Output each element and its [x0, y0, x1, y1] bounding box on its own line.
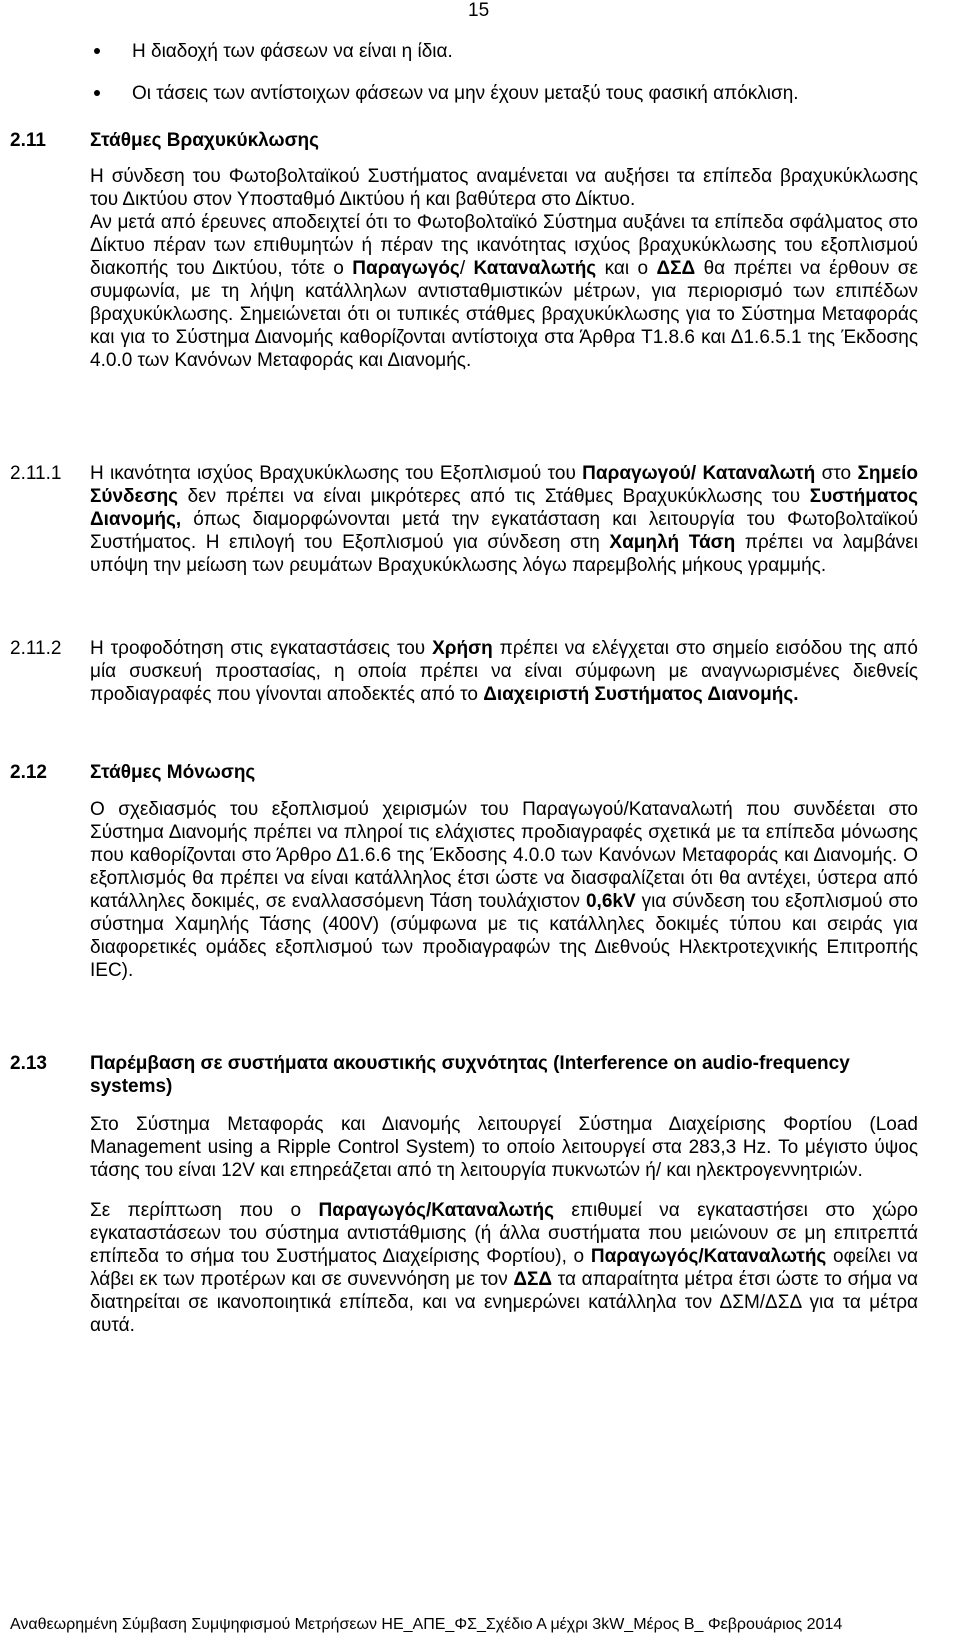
bullet-list: [90, 40, 920, 124]
list-item: [90, 82, 920, 105]
section-2-13: [10, 1052, 918, 1354]
page-footer: Αναθεωρημένη Σύμβαση Συμψηφισμού Μετρήσεων ΗΕ_ΑΠΕ_ΦΣ_Σχέδιο Α μέχρι 3kW_Μέρος Β_ Φεβρουάριος 2014: [10, 1616, 843, 1633]
paragraph: Η σύνδεση του Φωτοβολταϊκού Συστήματος αναμένεται να αυξήσει τα επίπεδα βραχυκύκλωσης του Δικτύου στον Υποσταθμό Δικτύου ή και βαθύτερα στο Δίκτυο.: [90, 166, 918, 210]
section-body: [90, 1113, 918, 1337]
bullet-icon: [94, 90, 100, 96]
section-2-12: [10, 761, 918, 999]
bullet-icon: [94, 48, 100, 54]
paragraph: Σε περίπτωση που ο Παραγωγός/Καταναλωτής επιθυμεί να εγκαταστήσει στο χώρο εγκαταστάσεων του σύστημα αντιστάθμισης (ή άλλα συστήματα που μειώνουν σε μη επιτρεπτά επίπεδα το σήμα του Συστήματος Διαχείρισης Φορτίου), ο Παραγωγός/Καταναλωτής οφείλει να λάβει εκ των προτέρων και σε συνεννόηση με τον ΔΣΔ τα απαραίτητα μέτρα έτσι ώστε το σήμα να διατηρείται σε ικανοποιητικά επίπεδα, και να ενημερώνει κατάλληλα τον ΔΣΜ/ΔΣΔ για τα μέτρα αυτά.: [90, 1200, 919, 1336]
bullet-text: Οι τάσεις των αντίστοιχων φάσεων να μην έχουν μεταξύ τους φασική απόκλιση.: [132, 83, 799, 104]
paragraph: Η ικανότητα ισχύος Βραχυκύκλωσης του Εξοπλισμού του Παραγωγού/ Καταναλωτή στο Σημείο Σύνδεσης δεν πρέπει να είναι μικρότερες από τις Στάθμες Βραχυκύκλωσης του Συστήματος Διανομής, όπως διαμορφώνονται μετά την εγκατάσταση και λειτουργία του Φωτοβολταϊκού Συστήματος. Η επιλογή του Εξοπλισμού για σύνδεση στη Χαμηλή Τάση πρέπει να λαμβάνει υπόψη την μείωση των ρευμάτων Βραχυκύκλωσης λόγω παρεμβολής μήκους γραμμής.: [90, 463, 918, 576]
bullet-text: Η διαδοχή των φάσεων να είναι η ίδια.: [132, 41, 453, 62]
subsection: [10, 637, 918, 706]
list-item: [90, 40, 920, 63]
paragraph: Στο Σύστημα Μεταφοράς και Διανομής λειτουργεί Σύστημα Διαχείρισης Φορτίου (Load Management using a Ripple Control System) το οποίο λειτουργεί στα 283,3 Hz. Το μέγιστο ύψος τάσης του είναι 12V και επηρεάζεται από τη λειτουργία πυκνωτών ή/ και ηλεκτρογεννητριών.: [90, 1114, 918, 1181]
section-2-11-1: [10, 462, 918, 577]
paragraph: Ο σχεδιασμός του εξοπλισμού χειρισμών του Παραγωγού/Καταναλωτή που συνδέεται στο Σύστημα Διανομής πρέπει να πληροί τις ελάχιστες προδιαγραφές σχετικά με τα επίπεδα μόνωσης που καθορίζονται στο Άρθρο Δ1.6.6 της Έκδοσης 4.0.0 των Κανόνων Μεταφοράς και Διανομής. Ο εξοπλισμός θα πρέπει να είναι κατάλληλος έτσι ώστε να διασφαλίζεται ότι θα αντέχει, ύστερα από κατάλληλες δοκιμές, σε εναλλασσόμενη Τάση τουλάχιστον 0,6kV για σύνδεση του εξοπλισμού στο σύστημα Χαμηλής Τάσης (400V) (σύμφωνα με τις κατάλληλες δοκιμές τύπου και σειράς για διαφορετικές ομάδες εξοπλισμού των προδιαγραφών της Διεθνούς Ηλεκτροτεχνικής Επιτροπής IEC).: [90, 799, 918, 981]
subsection: [10, 462, 918, 577]
paragraph: Αν μετά από έρευνες αποδειχτεί ότι το Φωτοβολταϊκό Σύστημα αυξάνει τα επίπεδα σφάλματος στο Δίκτυο πέραν των επιθυμητών ή πέραν της ικανότητας ισχύος βραχυκύκλωσης του εξοπλισμού διακοπής του Δικτύου, τότε ο Παραγωγός/ Καταναλωτής και ο ΔΣΔ θα πρέπει να έρθουν σε συμφωνία, με τη λήψη κατάλληλων αντισταθμιστικών μέτρων, για περιορισμό των επιπέδων βραχυκύκλωσης. Σημειώνεται ότι οι τυπικές στάθμες βραχυκύκλωσης για το Σύστημα Μεταφοράς και για το Σύστημα Διανομής καθορίζονται αντίστοιχα στα Άρθρα Τ1.8.6 και Δ1.6.5.1 της Έκδοσης 4.0.0 των Κανόνων Μεταφοράς και Διανομής.: [90, 212, 918, 371]
subsection-number: 2.11.2: [10, 638, 62, 659]
section-number: 2.13: [10, 1053, 47, 1074]
section-title: Στάθμες Μόνωσης: [90, 762, 256, 783]
section-heading: [10, 761, 918, 784]
section-2-11: [10, 129, 918, 389]
section-number: 2.11: [10, 130, 46, 151]
subsection-number: 2.11.1: [10, 463, 62, 484]
section-number: 2.12: [10, 762, 47, 783]
paragraph: Η τροφοδότηση στις εγκαταστάσεις του Χρήση πρέπει να ελέγχεται στο σημείο εισόδου της από μία συσκευή προστασίας, η οποία πρέπει να είναι σύμφωνη με αναγνωρισμένες διεθνείς προδιαγραφές που γίνονται αποδεκτές από το Διαχειριστή Συστήματος Διανομής.: [90, 638, 918, 705]
page-number: 15: [468, 0, 490, 21]
section-title: Παρέμβαση σε συστήματα ακουστικής συχνότητας (Interference on audio-frequency systems): [90, 1053, 850, 1097]
section-body: [90, 798, 918, 982]
section-2-11-2: [10, 637, 918, 706]
section-heading: [10, 129, 918, 152]
section-body: [90, 165, 918, 372]
section-heading: [10, 1052, 918, 1098]
section-title: Στάθμες Βραχυκύκλωσης: [90, 130, 320, 151]
